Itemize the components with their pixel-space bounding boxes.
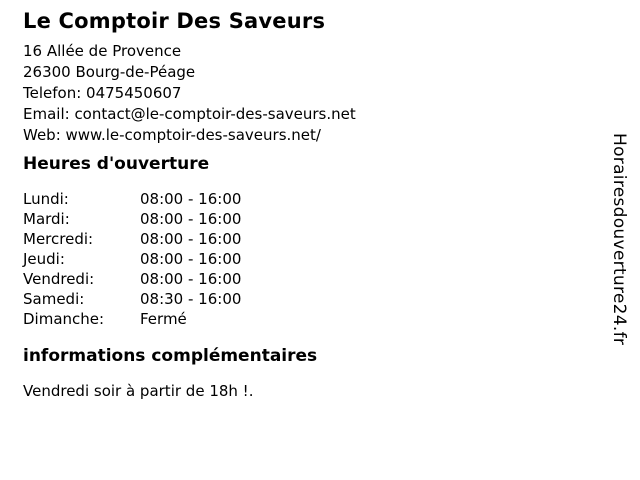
opening-hours-table bbox=[23, 189, 241, 329]
day-hours: 08:30 - 16:00 bbox=[140, 290, 242, 308]
day-hours: 08:00 - 16:00 bbox=[140, 270, 242, 288]
opening-hours-row bbox=[23, 229, 241, 249]
opening-hours-row bbox=[23, 269, 241, 289]
day-hours: 08:00 - 16:00 bbox=[140, 210, 242, 228]
phone-line: Telefon: 0475450607 bbox=[23, 84, 182, 102]
day-label: Samedi: bbox=[23, 290, 85, 308]
day-hours: 08:00 - 16:00 bbox=[140, 230, 242, 248]
address-street: 16 Allée de Provence bbox=[23, 42, 182, 60]
web-line: Web: www.le-comptoir-des-saveurs.net/ bbox=[23, 126, 321, 144]
address-city: 26300 Bourg-de-Péage bbox=[23, 63, 196, 81]
email-line: Email: contact@le-comptoir-des-saveurs.net bbox=[23, 105, 356, 123]
main-content bbox=[23, 0, 356, 402]
opening-hours-row bbox=[23, 249, 241, 269]
opening-hours-row bbox=[23, 189, 241, 209]
page-title: Le Comptoir Des Saveurs bbox=[23, 9, 326, 33]
opening-hours-row bbox=[23, 289, 241, 309]
day-label: Jeudi: bbox=[23, 250, 65, 268]
day-label: Lundi: bbox=[23, 190, 69, 208]
watermark-vertical-text: Horairesdouverture24.fr bbox=[609, 133, 629, 346]
opening-hours-row bbox=[23, 209, 241, 229]
day-hours: 08:00 - 16:00 bbox=[140, 250, 242, 268]
day-hours: Fermé bbox=[140, 310, 187, 328]
day-label: Dimanche: bbox=[23, 310, 105, 328]
day-label: Mercredi: bbox=[23, 230, 94, 248]
contact-block bbox=[23, 41, 356, 146]
additional-info-text: Vendredi soir à partir de 18h !. bbox=[23, 382, 254, 400]
day-label: Mardi: bbox=[23, 210, 70, 228]
day-hours: 08:00 - 16:00 bbox=[140, 190, 242, 208]
opening-hours-heading: Heures d'ouverture bbox=[23, 154, 210, 174]
opening-hours-row bbox=[23, 309, 241, 329]
additional-info-heading: informations complémentaires bbox=[23, 346, 318, 366]
day-label: Vendredi: bbox=[23, 270, 95, 288]
